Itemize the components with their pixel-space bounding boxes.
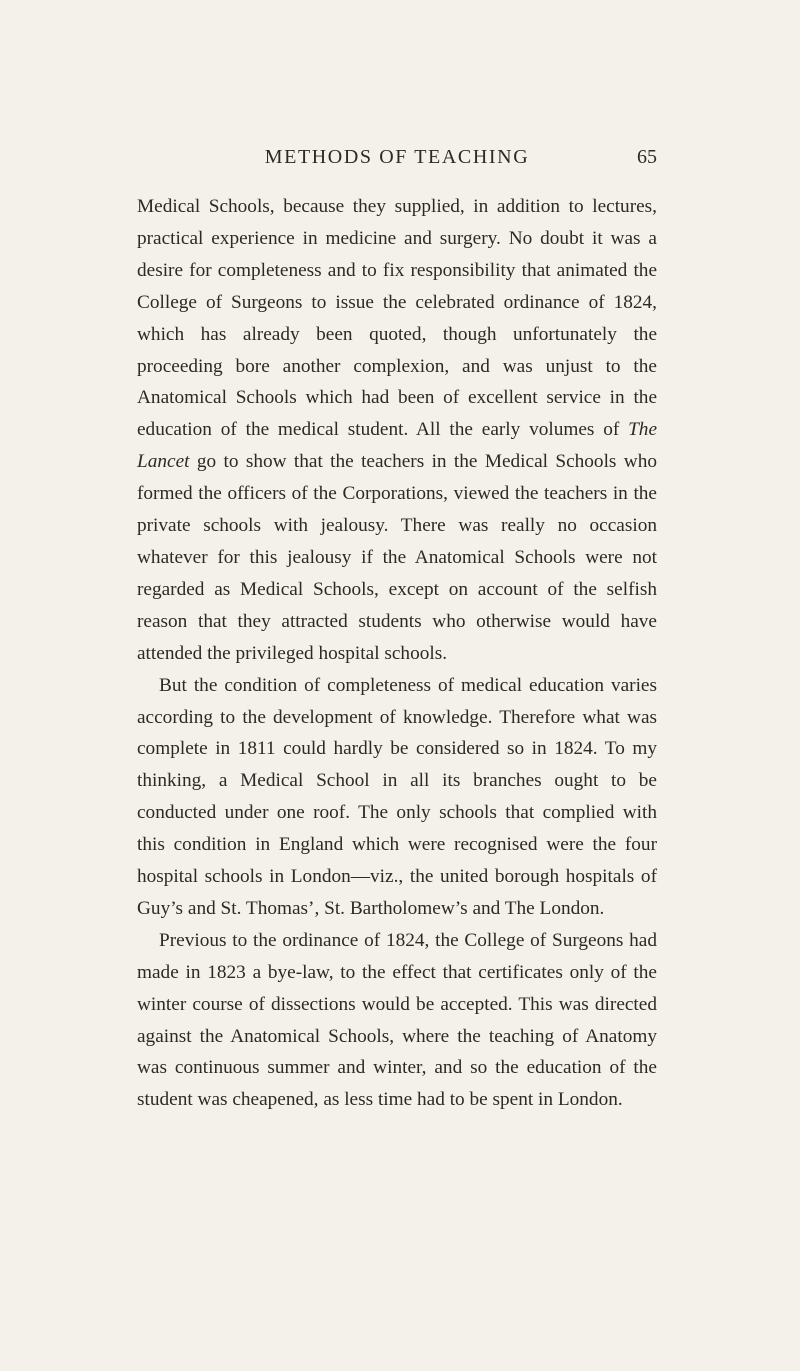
paragraph-1 <box>137 191 657 670</box>
paragraph-2: But the condition of completeness of medical education varies according to the development of knowledge. Therefore what was complete in 1811 could hardly be considered so in 1824. To my thinking, a Medical School in all its branches ought to be conducted under one roof. The only schools that complied with this condition in England which were recognised were the four hospital schools in London—viz., the united borough hospitals of Guy’s and St. Thomas’, St. Bartholomew’s and The London. <box>137 674 657 919</box>
paragraph-1-text-end: go to show that the teachers in the Medical Schools who formed the officers of the Corporations, viewed the teachers in the private schools with jealousy. There was really no occasion whatever for this jealousy if the Anatomical Schools were not regarded as Medical Schools, except on account of the selfish reason that they attracted students who otherwise would have attended the privileged hospital schools. <box>137 451 657 664</box>
paragraph-3: Previous to the ordinance of 1824, the College of Surgeons had made in 1823 a bye-law, to the effect that certificates only of the winter course of dissections would be accepted. This was directed against the Anatomical Schools, where the teaching of Anatomy was continuous summer and winter, and so the education of the student was cheapened, as less time had to be spent in London. <box>137 929 657 1111</box>
paragraph-1-text-start: Medical Schools, because they supplied, in addition to lectures, practical experience in medicine and surgery. No doubt it was a desire for completeness and to fix responsibility that animated the College of Surgeons to issue the celebrated ordinance of 1824, which has already been quoted, though unfortunately the proceeding bore another complexion, and was unjust to the Anatomical Schools which had been of excellent service in the education of the medical student. All the early volumes of <box>137 196 657 441</box>
body-text <box>137 191 657 1116</box>
journal-title-italic: The Lancet <box>137 419 657 473</box>
running-title: METHODS OF TEACHING <box>264 146 530 168</box>
page-number: 65 <box>637 146 657 168</box>
running-head <box>137 144 657 170</box>
